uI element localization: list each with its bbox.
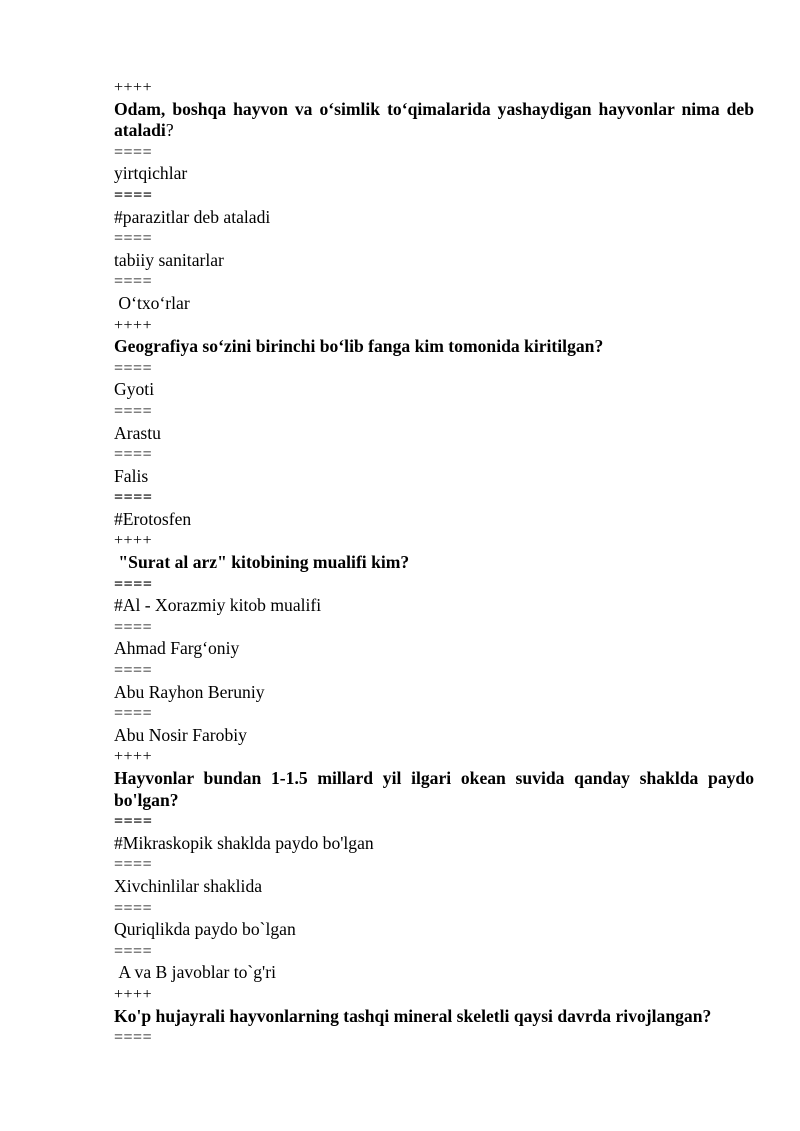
option-separator: ==== [114, 575, 153, 593]
question-end-marker: ++++ [114, 316, 153, 334]
answer-option: yirtqichlar [114, 163, 188, 184]
question-end-marker: ++++ [114, 532, 153, 550]
answer-option: A va B javoblar to`g'ri [114, 962, 276, 983]
question-end-marker: ++++ [114, 748, 153, 766]
answer-option: Falis [114, 465, 149, 486]
answer-option: Abu Rayhon Beruniy [114, 681, 265, 702]
answer-option: Xivchinlilar shaklida [114, 875, 263, 896]
answer-option: Quriqlikda paydo bo`lgan [114, 919, 296, 940]
answer-option: O‘txo‘rlar [114, 292, 190, 313]
question-1-text: Odam, boshqa hayvon va o‘simlik to‘qimalarida yashaydigan hayvonlar nima deb ataladi [114, 98, 759, 141]
answer-option-correct: #Mikraskopik shaklda paydo bo'lgan [114, 832, 374, 853]
document-page [114, 77, 759, 1049]
question-2: Geografiya so‘zini birinchi bo‘lib fanga kim tomonida kiritilgan? [114, 336, 604, 357]
answer-option-correct: #parazitlar deb ataladi [114, 206, 271, 227]
question-1-suffix: ? [165, 120, 174, 141]
option-separator: ==== [114, 489, 153, 507]
option-separator: ==== [114, 899, 153, 917]
option-separator: ==== [114, 662, 153, 680]
answer-option: Arastu [114, 422, 161, 443]
option-separator: ==== [114, 813, 153, 831]
option-separator: ==== [114, 230, 153, 248]
option-separator: ==== [114, 1029, 153, 1047]
option-separator: ==== [114, 705, 153, 723]
answer-option: Ahmad Farg‘oniy [114, 638, 240, 659]
question-5: Ko'p hujayrali hayvonlarning tashqi mineral skeletli qaysi davrda rivojlangan? [114, 1005, 712, 1026]
option-separator: ==== [114, 273, 153, 291]
question-1 [114, 98, 759, 142]
answer-option: tabiiy sanitarlar [114, 249, 224, 270]
answer-option: Gyoti [114, 379, 155, 400]
answer-option: Abu Nosir Farobiy [114, 724, 247, 745]
option-separator: ==== [114, 402, 153, 420]
answer-option-correct: #Al - Xorazmiy kitob mualifi [114, 595, 322, 616]
option-separator: ==== [114, 359, 153, 377]
answer-option-correct: #Erotosfen [114, 508, 192, 529]
question-end-marker: ++++ [114, 985, 153, 1003]
option-separator: ==== [114, 143, 153, 161]
option-separator: ==== [114, 446, 153, 464]
option-separator: ==== [114, 618, 153, 636]
option-separator: ==== [114, 186, 153, 204]
option-separator: ==== [114, 856, 153, 874]
question-3: "Surat al arz" kitobining mualifi kim? [114, 552, 410, 573]
option-separator: ==== [114, 942, 153, 960]
question-4: Hayvonlar bundan 1-1.5 millard yil ilgari okean suvida qanday shaklda paydo bo'lgan? [114, 768, 759, 810]
question-start-marker: ++++ [114, 79, 153, 96]
